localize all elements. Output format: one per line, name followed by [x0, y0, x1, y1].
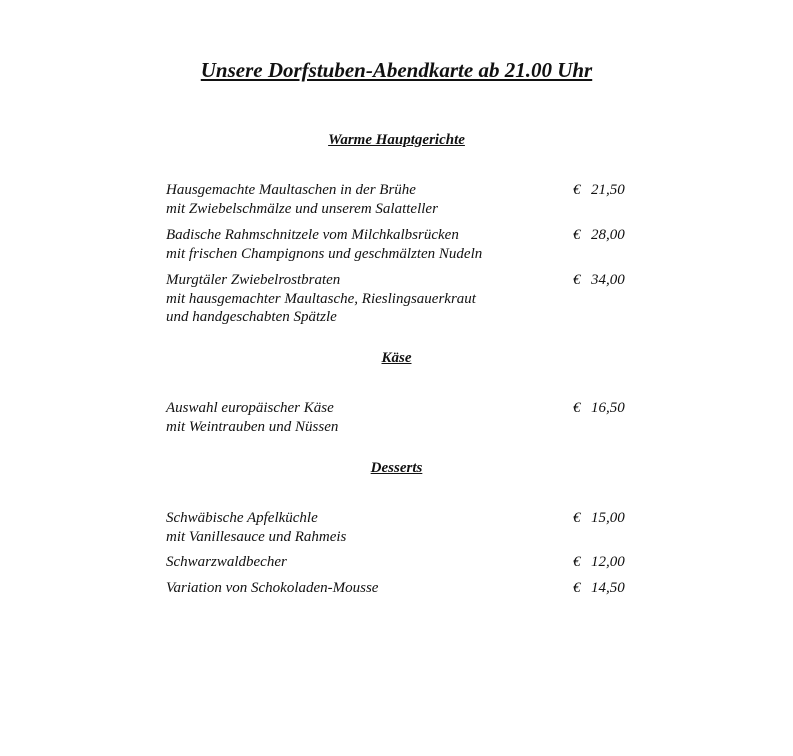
price-value: 21,50 — [591, 182, 625, 198]
menu-item-line: mit Weintrauben und Nüssen — [166, 418, 339, 435]
currency-symbol: € — [573, 554, 581, 570]
page-title: Unsere Dorfstuben-Abendkarte ab 21.00 Uhr — [200, 58, 593, 82]
section-heading-desserts: Desserts — [370, 460, 423, 476]
menu-item-rahmschnitzele — [166, 226, 630, 263]
menu-item-line: Murgtäler Zwiebelrostbraten — [166, 272, 341, 288]
menu-item-line: mit frischen Champignons und geschmälzten Nudeln — [166, 245, 483, 262]
menu-item-maultaschen — [166, 181, 630, 218]
menu-item-description — [166, 579, 566, 598]
menu-item-schwarzwaldbecher — [166, 553, 630, 572]
currency-symbol: € — [573, 272, 581, 288]
currency-symbol: € — [573, 510, 581, 526]
menu-item-schokoladen-mousse — [166, 579, 630, 598]
menu-item-line: Variation von Schokoladen-Mousse — [166, 580, 379, 596]
menu-item-kaese-auswahl — [166, 399, 630, 436]
menu-item-line: mit Zwiebelschmälze und unserem Salatteller — [166, 200, 438, 217]
menu-item-price — [573, 226, 629, 245]
menu-item-line: Badische Rahmschnitzele vom Milchkalbsrücken — [166, 227, 459, 243]
price-value: 34,00 — [591, 272, 625, 288]
menu-item-price — [573, 509, 629, 528]
menu-item-line: und handgeschabten Spätzle — [166, 309, 337, 325]
menu-item-price — [573, 579, 629, 598]
menu-item-line: Hausgemachte Maultaschen in der Brühe — [166, 182, 416, 198]
price-value: 12,00 — [591, 554, 625, 570]
menu-item-description — [166, 181, 566, 218]
menu-item-description — [166, 399, 566, 436]
menu-item-price — [573, 181, 629, 200]
menu-item-description — [166, 509, 566, 546]
price-value: 14,50 — [591, 580, 625, 596]
price-value: 15,00 — [591, 510, 625, 526]
menu-item-line: Auswahl europäischer Käse — [166, 400, 334, 416]
price-value: 28,00 — [591, 227, 625, 243]
menu-item-description — [166, 226, 566, 263]
price-value: 16,50 — [591, 400, 625, 416]
section-heading-warme-hauptgerichte: Warme Hauptgerichte — [328, 132, 465, 148]
currency-symbol: € — [573, 227, 581, 243]
menu-item-apfelkuechle — [166, 509, 630, 546]
menu-item-price — [573, 399, 629, 418]
menu-item-price — [573, 271, 629, 290]
currency-symbol: € — [573, 400, 581, 416]
section-heading-kaese: Käse — [381, 350, 412, 366]
menu-item-line: Schwäbische Apfelküchle — [166, 510, 318, 526]
menu-item-description — [166, 553, 566, 572]
currency-symbol: € — [573, 580, 581, 596]
menu-item-line: mit hausgemachter Maultasche, Rieslingsauerkraut — [166, 290, 476, 307]
menu-item-zwiebelrostbraten — [166, 271, 630, 327]
menu-item-description — [166, 271, 566, 327]
currency-symbol: € — [573, 182, 581, 198]
menu-item-line: Schwarzwaldbecher — [166, 554, 287, 570]
menu-item-price — [573, 553, 629, 572]
menu-item-line: mit Vanillesauce und Rahmeis — [166, 528, 347, 545]
